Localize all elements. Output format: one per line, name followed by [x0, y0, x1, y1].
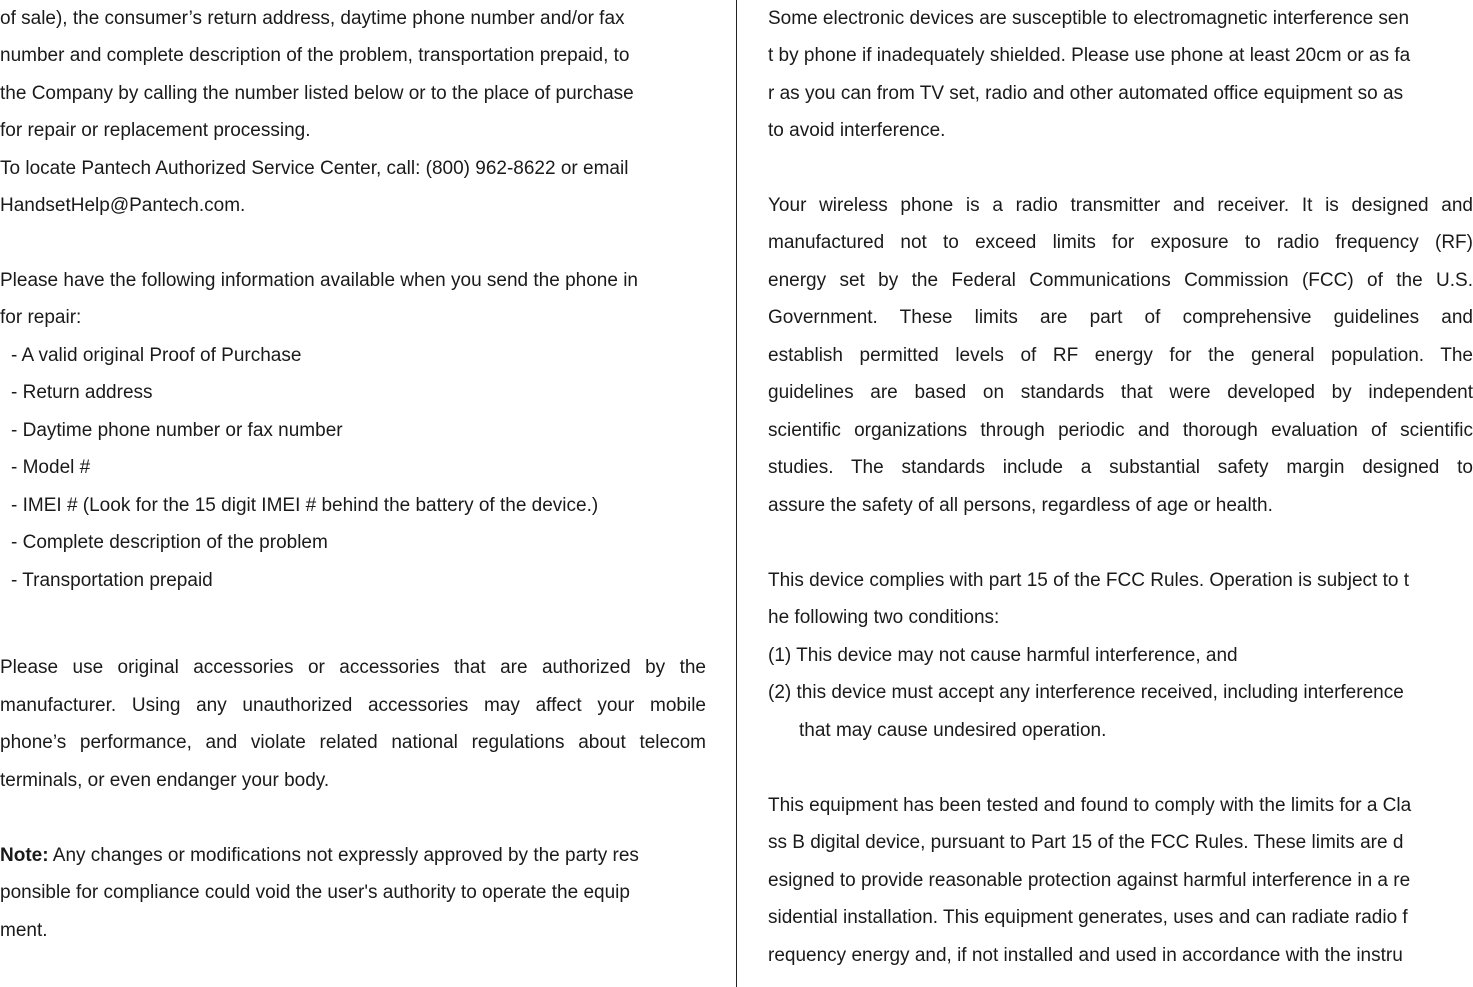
note-label: Note:: [0, 845, 49, 866]
note-line: ponsible for compliance could void the user's authority to operate the equip: [0, 882, 630, 903]
accessories-line: phone’s performance, and violate related national regulations about telecom: [0, 732, 706, 753]
classb-line: requency energy and, if not installed and used in accordance with the instru: [768, 945, 1403, 966]
intro-line: To locate Pantech Authorized Service Center, call: (800) 962-8622 or email: [0, 158, 629, 179]
interference-line: t by phone if inadequately shielded. Please use phone at least 20cm or as fa: [768, 45, 1411, 66]
note-line: ment.: [0, 920, 48, 941]
info-list-item: - Daytime phone number or fax number: [11, 420, 343, 441]
info-list-item: - Transportation prepaid: [11, 570, 213, 591]
rf-line: Government. These limits are part of comprehensive guidelines and: [768, 307, 1473, 328]
interference-line: to avoid interference.: [768, 120, 946, 141]
classb-line: sidential installation. This equipment generates, uses and can radiate radio f: [768, 907, 1408, 928]
column-divider: [736, 0, 737, 987]
rf-line: assure the safety of all persons, regardless of age or health.: [768, 495, 1273, 516]
fcc-condition: that may cause undesired operation.: [799, 720, 1107, 741]
info-list-item: - Complete description of the problem: [11, 532, 328, 553]
info-list-item: - A valid original Proof of Purchase: [11, 345, 302, 366]
rf-line: manufactured not to exceed limits for exposure to radio frequency (RF): [768, 232, 1473, 253]
classb-line: ss B digital device, pursuant to Part 15 of the FCC Rules. These limits are d: [768, 832, 1404, 853]
info-list-item: - Return address: [11, 382, 153, 403]
classb-line: esigned to provide reasonable protection against harmful interference in a re: [768, 870, 1411, 891]
note-line: [0, 845, 639, 867]
rf-line: Your wireless phone is a radio transmitter and receiver. It is designed and: [768, 195, 1473, 216]
accessories-line: terminals, or even endanger your body.: [0, 770, 330, 791]
intro-line: for repair or replacement processing.: [0, 120, 311, 141]
rf-line: studies. The standards include a substantial safety margin designed to: [768, 457, 1473, 478]
intro-line: of sale), the consumer’s return address, daytime phone number and/or fax: [0, 8, 625, 29]
classb-line: This equipment has been tested and found to comply with the limits for a Cla: [768, 795, 1412, 816]
fcc-condition: (2) this device must accept any interference received, including interference: [768, 682, 1404, 703]
info-intro-line: Please have the following information available when you send the phone in: [0, 270, 638, 291]
fcc-line: he following two conditions:: [768, 607, 1000, 628]
intro-line: HandsetHelp@Pantech.com.: [0, 195, 246, 216]
info-intro-line: for repair:: [0, 307, 82, 328]
intro-line: number and complete description of the problem, transportation prepaid, to: [0, 45, 630, 66]
interference-line: r as you can from TV set, radio and other automated office equipment so as: [768, 83, 1404, 104]
rf-line: establish permitted levels of RF energy for the general population. The: [768, 345, 1473, 366]
note-text: Any changes or modifications not expressly approved by the party res: [48, 845, 639, 866]
intro-line: the Company by calling the number listed below or to the place of purchase: [0, 83, 634, 104]
interference-line: Some electronic devices are susceptible to electromagnetic interference sen: [768, 8, 1410, 29]
accessories-line: Please use original accessories or accessories that are authorized by the: [0, 657, 706, 678]
info-list-item: - Model #: [11, 457, 91, 478]
info-list-item: - IMEI # (Look for the 15 digit IMEI # behind the battery of the device.): [11, 495, 599, 516]
rf-line: energy set by the Federal Communications Commission (FCC) of the U.S.: [768, 270, 1473, 291]
accessories-line: manufacturer. Using any unauthorized accessories may affect your mobile: [0, 695, 706, 716]
fcc-line: This device complies with part 15 of the FCC Rules. Operation is subject to t: [768, 570, 1409, 591]
fcc-condition: (1) This device may not cause harmful interference, and: [768, 645, 1238, 666]
rf-line: guidelines are based on standards that were developed by independent: [768, 382, 1473, 403]
rf-line: scientific organizations through periodic and thorough evaluation of scientific: [768, 420, 1473, 441]
